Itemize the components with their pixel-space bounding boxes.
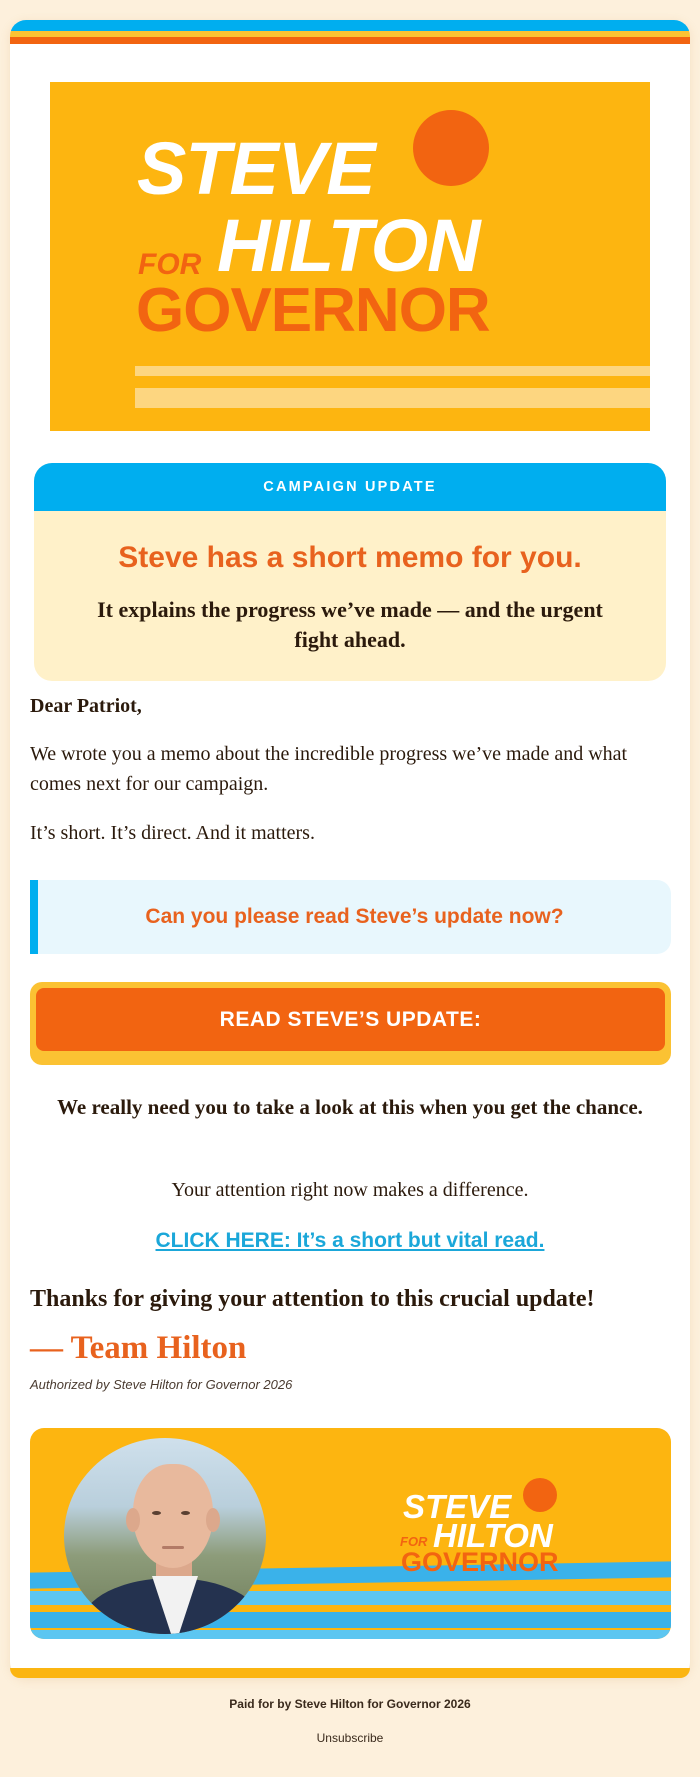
logo-word-steve: STEVE <box>137 127 375 210</box>
banner-logo <box>400 1478 570 1578</box>
top-stripe-orange <box>10 37 690 44</box>
logo-word-governor: GOVERNOR <box>136 276 490 345</box>
request-paragraph: We really need you to take a look at this when you get the chance. <box>57 1095 643 1119</box>
logo-word-hilton: HILTON <box>217 204 480 287</box>
ask-text: Can you please read Steve’s update now? <box>145 905 564 928</box>
unsubscribe-link[interactable]: Unsubscribe <box>316 1731 384 1745</box>
photo-mouth <box>162 1546 184 1549</box>
sun-icon <box>523 1478 557 1512</box>
cta-frame <box>30 982 671 1065</box>
banner-logo-steve: STEVE <box>403 1488 512 1525</box>
attention-paragraph: Your attention right now makes a difference. <box>171 1179 529 1201</box>
read-update-button[interactable]: READ STEVE’S UPDATE: <box>36 988 665 1051</box>
thanks-line: Thanks for giving your attention to this crucial update! <box>30 1286 595 1312</box>
intro-paragraph: We wrote you a memo about the incredible progress we’ve made and what comes next for our campaign. <box>30 743 628 795</box>
memo-headline: Steve has a short memo for you. <box>118 541 582 574</box>
card-bottom-bar <box>10 1668 690 1678</box>
sun-icon <box>413 110 489 186</box>
logo-word-for: FOR <box>138 248 202 281</box>
banner-logo-hilton: HILTON <box>433 1517 553 1554</box>
paid-for-disclaimer: Paid for by Steve Hilton for Governor 2026 <box>229 1697 471 1711</box>
photo-head <box>133 1464 213 1568</box>
campaign-update-box <box>34 463 666 681</box>
click-here-link[interactable]: CLICK HERE: It’s a short but vital read. <box>155 1229 545 1252</box>
authorization-line: Authorized by Steve Hilton for Governor 2026 <box>30 1377 293 1392</box>
signature: — Team Hilton <box>30 1330 247 1366</box>
emphasis-paragraph: It’s short. It’s direct. And it matters. <box>30 822 315 844</box>
logo-stripe <box>135 388 650 408</box>
top-stripe-blue <box>10 20 690 31</box>
campaign-update-label: CAMPAIGN UPDATE <box>34 463 666 511</box>
memo-subheadline: It explains the progress we’ve made — and the urgent fight ahead. <box>97 597 603 652</box>
logo-stripe <box>135 366 650 376</box>
candidate-banner <box>30 1428 671 1639</box>
photo-ear <box>126 1508 140 1532</box>
greeting: Dear Patriot, <box>30 695 142 717</box>
photo-ear <box>206 1508 220 1532</box>
banner-logo-for: FOR <box>400 1534 428 1549</box>
photo-eye <box>152 1511 161 1515</box>
campaign-logo-banner <box>50 82 650 431</box>
ask-callout <box>30 880 671 954</box>
banner-logo-governor: GOVERNOR <box>401 1547 559 1577</box>
photo-eye <box>181 1511 190 1515</box>
candidate-photo <box>64 1438 266 1634</box>
